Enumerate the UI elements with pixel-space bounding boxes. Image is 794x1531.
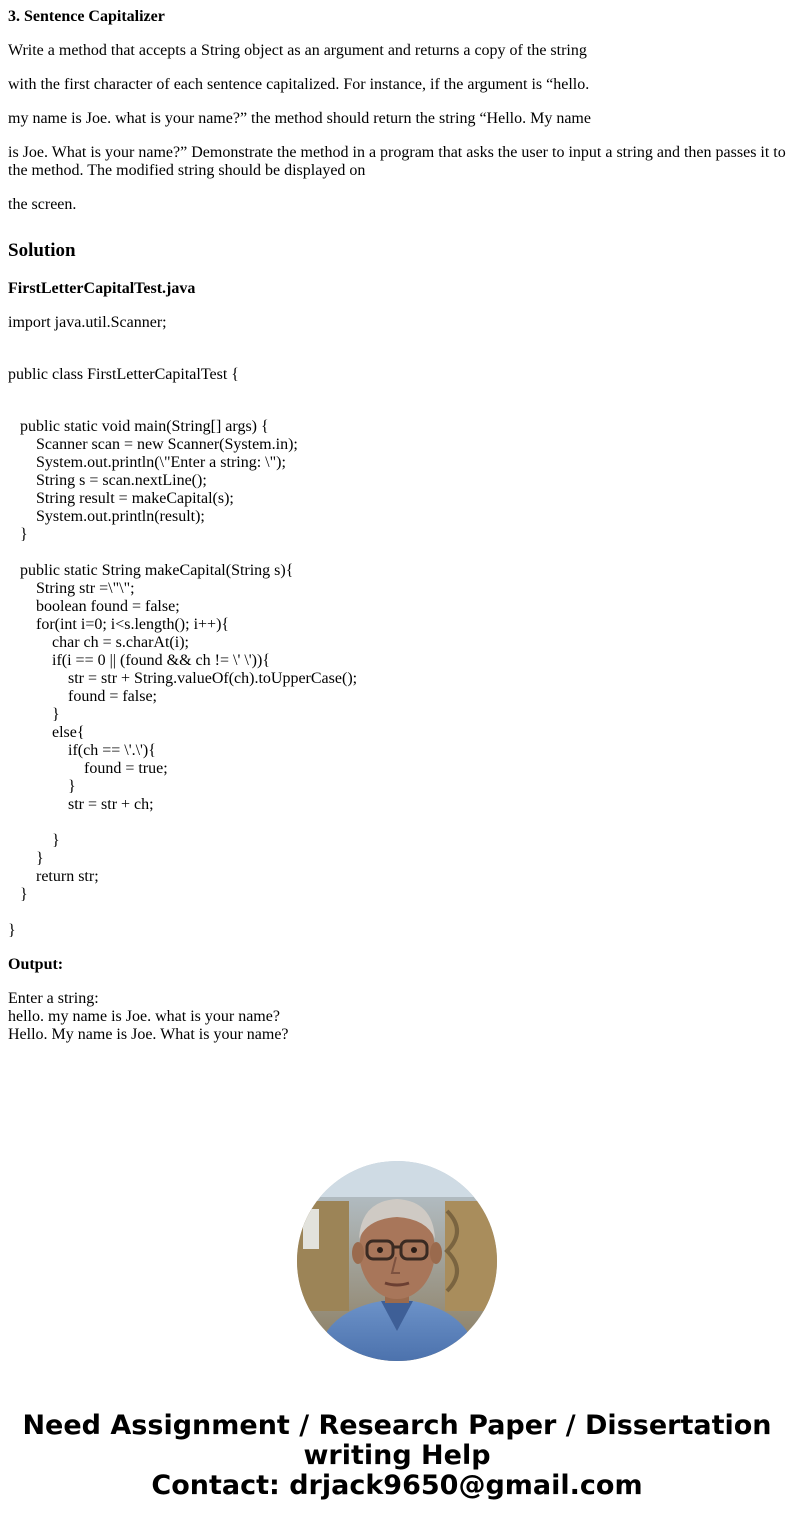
code-line: str = str + ch; [8, 796, 154, 813]
banner-line: Need Assignment / Research Paper / Dissertation [22, 1410, 772, 1441]
code-line: } [8, 832, 60, 849]
solution-heading: Solution [8, 240, 76, 261]
code-line: if(ch == \'.\'){ [8, 742, 156, 759]
code-line: System.out.println(\"Enter a string: \"); [8, 454, 286, 471]
code-line: } [8, 850, 44, 867]
code-line: public static void main(String[] args) { [8, 418, 269, 435]
code-block [8, 400, 786, 940]
author-avatar-photo [297, 1161, 497, 1361]
question-paragraph: is Joe. What is your name?” Demonstrate the method in a program that asks the user to input a string and then passes it to the method. The modified string should be displayed on [8, 144, 786, 179]
contact-banner [0, 1411, 794, 1501]
code-line: Scanner scan = new Scanner(System.in); [8, 436, 298, 453]
question-title: 3. Sentence Capitalizer [8, 8, 165, 25]
code-line: System.out.println(result); [8, 508, 205, 525]
code-line [8, 904, 786, 922]
code-line: public class FirstLetterCapitalTest { [8, 366, 239, 383]
code-line [8, 400, 786, 418]
output-line: Enter a string: [8, 990, 99, 1007]
code-line: import java.util.Scanner; [8, 314, 167, 331]
code-block [8, 314, 786, 332]
code-line: else{ [8, 724, 85, 741]
code-line: public static String makeCapital(String s){ [8, 562, 294, 579]
code-line [8, 814, 786, 832]
question-paragraph: the screen. [8, 196, 77, 213]
avatar-portrait-image [297, 1161, 497, 1361]
code-block [8, 348, 786, 384]
output-line: Hello. My name is Joe. What is your name? [8, 1026, 289, 1043]
code-line: found = false; [8, 688, 157, 705]
code-listing [8, 314, 786, 940]
banner-line: writing Help [303, 1440, 491, 1471]
code-line: if(i == 0 || (found && ch != \' \')){ [8, 652, 270, 669]
code-line [8, 544, 786, 562]
code-line: } [8, 526, 28, 543]
code-line: for(int i=0; i<s.length(); i++){ [8, 616, 230, 633]
code-line: String result = makeCapital(s); [8, 490, 234, 507]
code-line: char ch = s.charAt(i); [8, 634, 189, 651]
code-line: } [8, 886, 28, 903]
code-line: found = true; [8, 760, 168, 777]
code-line: return str; [8, 868, 99, 885]
code-line: boolean found = false; [8, 598, 180, 615]
file-name-heading: FirstLetterCapitalTest.java [8, 280, 196, 297]
question-paragraph: my name is Joe. what is your name?” the method should return the string “Hello. My name [8, 110, 591, 127]
code-line: } [8, 706, 60, 723]
code-line: str = str + String.valueOf(ch).toUpperCase(); [8, 670, 358, 687]
code-line: } [8, 778, 76, 795]
banner-contact-line: Contact: drjack9650@gmail.com [151, 1470, 643, 1501]
output-heading: Output: [8, 956, 64, 973]
code-line [8, 348, 786, 366]
question-paragraph: with the first character of each sentence capitalized. For instance, if the argument is “hello. [8, 76, 590, 93]
document-content [0, 8, 794, 1044]
question-paragraph: Write a method that accepts a String object as an argument and returns a copy of the string [8, 42, 587, 59]
output-block [8, 990, 786, 1044]
code-line: String s = scan.nextLine(); [8, 472, 207, 489]
output-line: hello. my name is Joe. what is your name? [8, 1008, 280, 1025]
code-line: String str =\"\"; [8, 580, 135, 597]
code-line: } [8, 922, 16, 939]
